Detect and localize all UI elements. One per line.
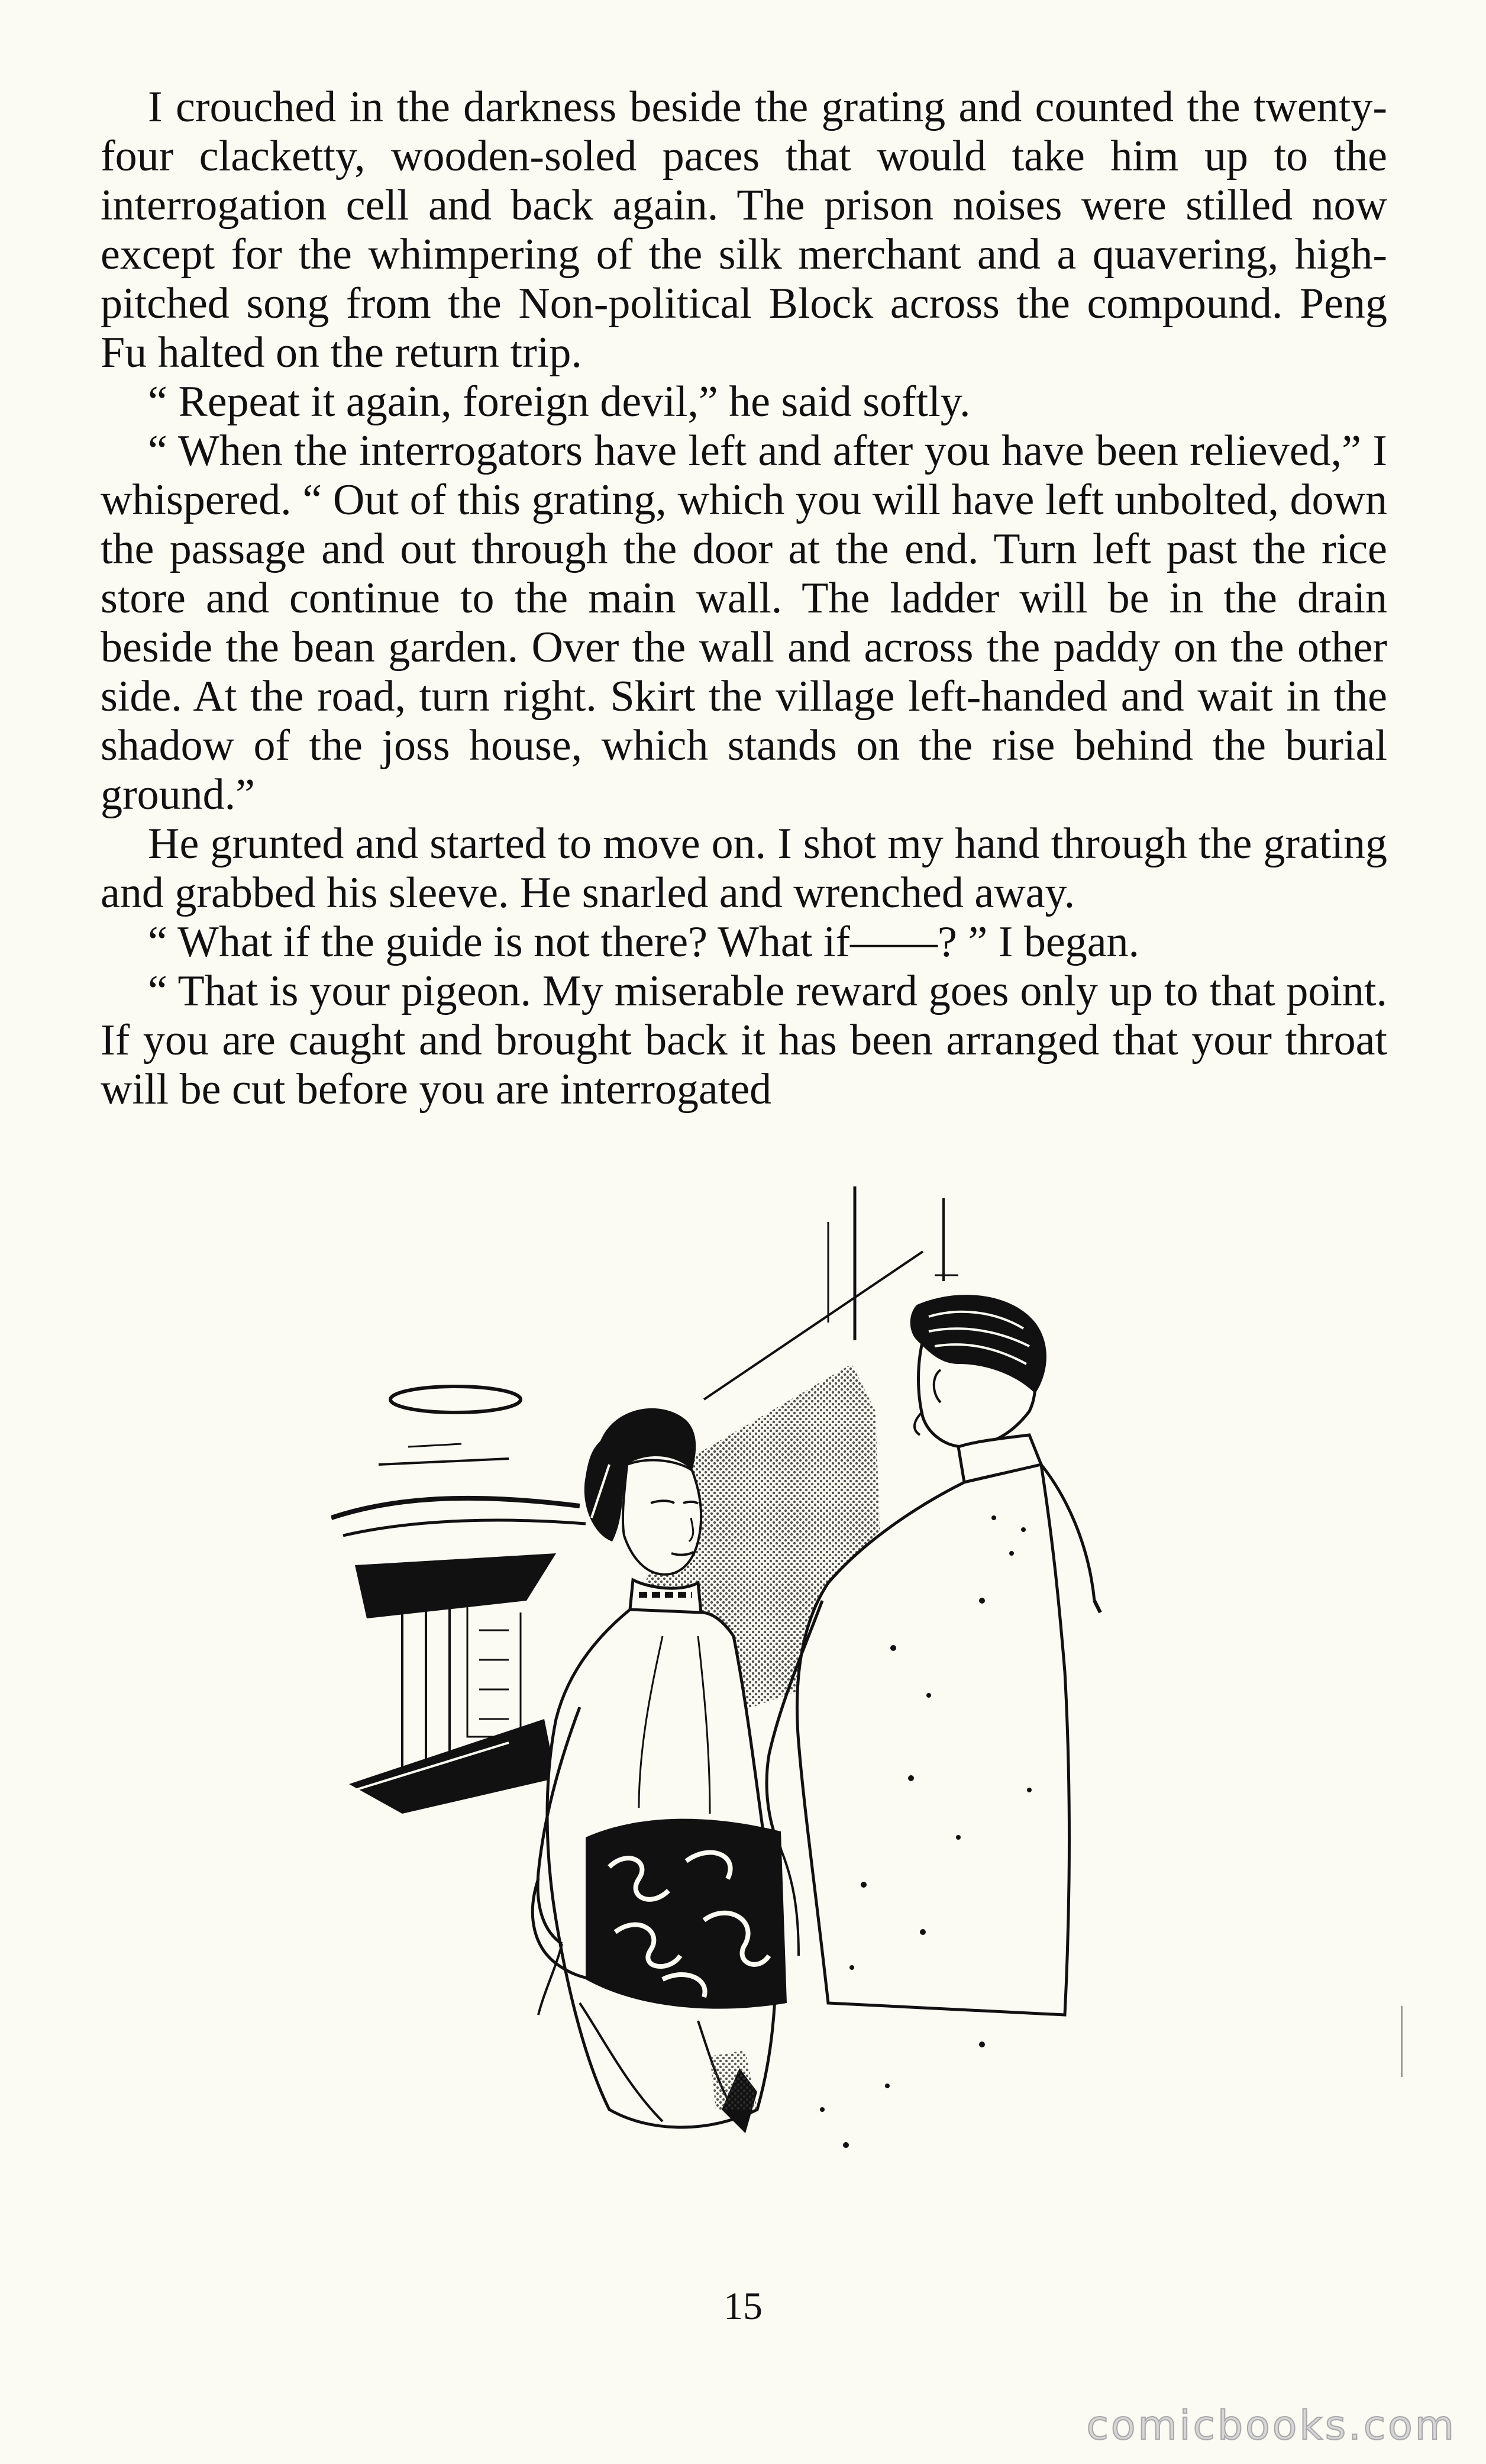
paragraph: “ When the interrogators have left and after you have been relieved,” I whispered. “ Out of this grating, which you will have left unbolted, down the passage and out through the door at the end. Turn left past the rice store and continue to the main wall. The ladder will be in the drain beside the bean garden. Over the wall and across the paddy on the other side. At the road, turn right. Skirt the village left-handed and wait in the shadow of the joss house, which stands on the rise behind the burial ground.” [101, 427, 1387, 819]
page-number: 15 [723, 2285, 763, 2328]
paragraph: “ What if the guide is not there? What if——? ” I began. [148, 918, 1140, 966]
paragraph: I crouched in the darkness beside the grating and counted the twenty-four clacketty, wooden-soled paces that would take him up to the interrogation cell and back again. The prison noises were stilled now except for the whimpering of the silk merchant and a quavering, high-pitched song from the Non-political Block across the compound. Peng Fu halted on the return trip. [101, 83, 1387, 377]
margin-mark [1401, 2006, 1403, 2077]
paragraph: He grunted and started to move on. I shot my hand through the grating and grabbed his sleeve. He snarled and wrenched away. [101, 820, 1387, 917]
paragraph: “ That is your pigeon. My miserable reward goes only up to that point. If you are caught and brought back it has been arranged that your throat will be cut before you are interrogated [101, 967, 1387, 1114]
woman-and-man-illustration [331, 1186, 1171, 2186]
paragraph: “ Repeat it again, foreign devil,” he said softly. [148, 378, 971, 426]
story-text [101, 83, 1387, 1114]
watermark: comicbooks.com [1086, 2402, 1456, 2449]
